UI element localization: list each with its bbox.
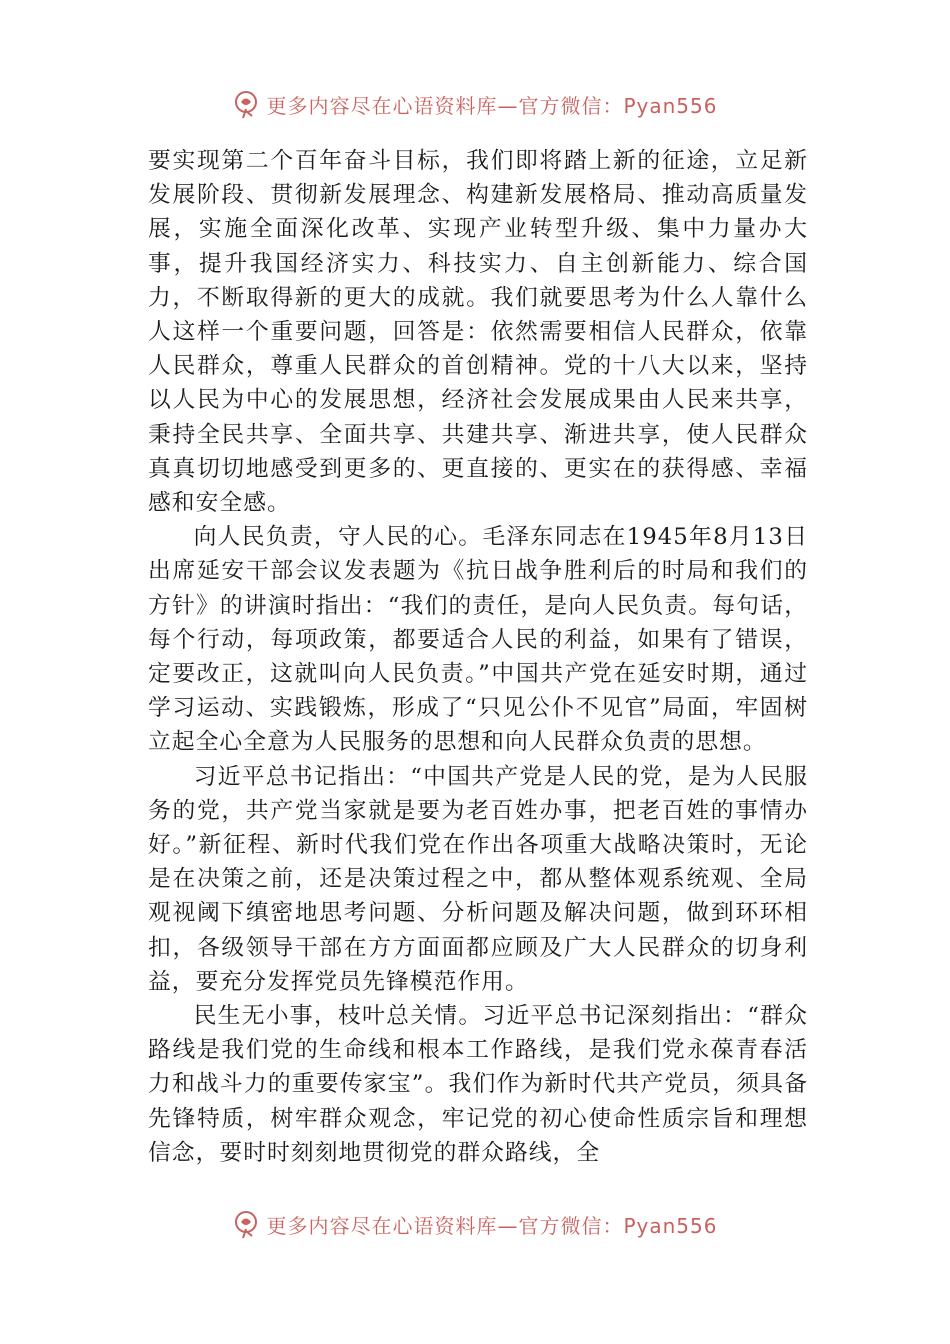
paragraph-3: 习近平总书记指出：“中国共产党是人民的党，是为人民服务的党，共产党当家就是要为老百姓办事，把老百姓的事情办好。”新征程、新时代我们党在作出各项重大战略决策时，无论是在决策之前，还是决策过程之中，都从整体观系统观、全局观视阈下缜密地思考问题、分析问题及解决问题，做到环环相扣，各级领导干部在方方面面都应顾及广大人民群众的切身利益，要充分发挥党员先锋模范作用。 — [148, 763, 808, 995]
document-body — [148, 144, 808, 1170]
header-watermark — [0, 84, 950, 124]
footer-watermark — [0, 1204, 950, 1244]
rose-icon — [232, 89, 262, 119]
paragraph-4: 民生无小事，枝叶总关情。习近平总书记深刻指出：“群众路线是我们党的生命线和根本工作路线，是我们党永葆青春活力和战斗力的重要传家宝”。我们作为新时代共产党员，须具备先锋特质，树牢群众观念，牢记党的初心使命性质宗旨和理想信念，要时时刻刻地贯彻党的群众路线，全 — [148, 1003, 808, 1166]
watermark-text: 更多内容尽在心语资料库—官方微信：Pyan556 — [266, 1213, 718, 1238]
paragraph-2: 向人民负责，守人民的心。毛泽东同志在1945年8月13日出席延安干部会议发表题为《抗日战争胜利后的时局和我们的方针》的讲演时指出：“我们的责任，是向人民负责。每句话，每个行动，每项政策，都要适合人民的利益，如果有了错误，定要改正，这就叫向人民负责。”中国共产党在延安时期，通过学习运动、实践锻炼，形成了“只见公仆不见官”局面，牢固树立起全心全意为人民服务的思想和向人民群众负责的思想。 — [148, 524, 808, 756]
watermark-text: 更多内容尽在心语资料库—官方微信：Pyan556 — [266, 93, 718, 118]
rose-icon — [232, 1209, 262, 1239]
paragraph-1: 要实现第二个百年奋斗目标，我们即将踏上新的征途，立足新发展阶段、贯彻新发展理念、构建新发展格局、推动高质量发展，实施全面深化改革、实现产业转型升级、集中力量办大事，提升我国经济实力、科技实力、自主创新能力、综合国力，不断取得新的更大的成就。我们就要思考为什么人靠什么人这样一个重要问题，回答是：依然需要相信人民群众，依靠人民群众，尊重人民群众的首创精神。党的十八大以来，坚持以人民为中心的发展思想，经济社会发展成果由人民来共享，秉持全民共享、全面共享、共建共享、渐进共享，使人民群众真真切切地感受到更多的、更直接的、更实在的获得感、幸福感和安全感。 — [148, 148, 808, 517]
